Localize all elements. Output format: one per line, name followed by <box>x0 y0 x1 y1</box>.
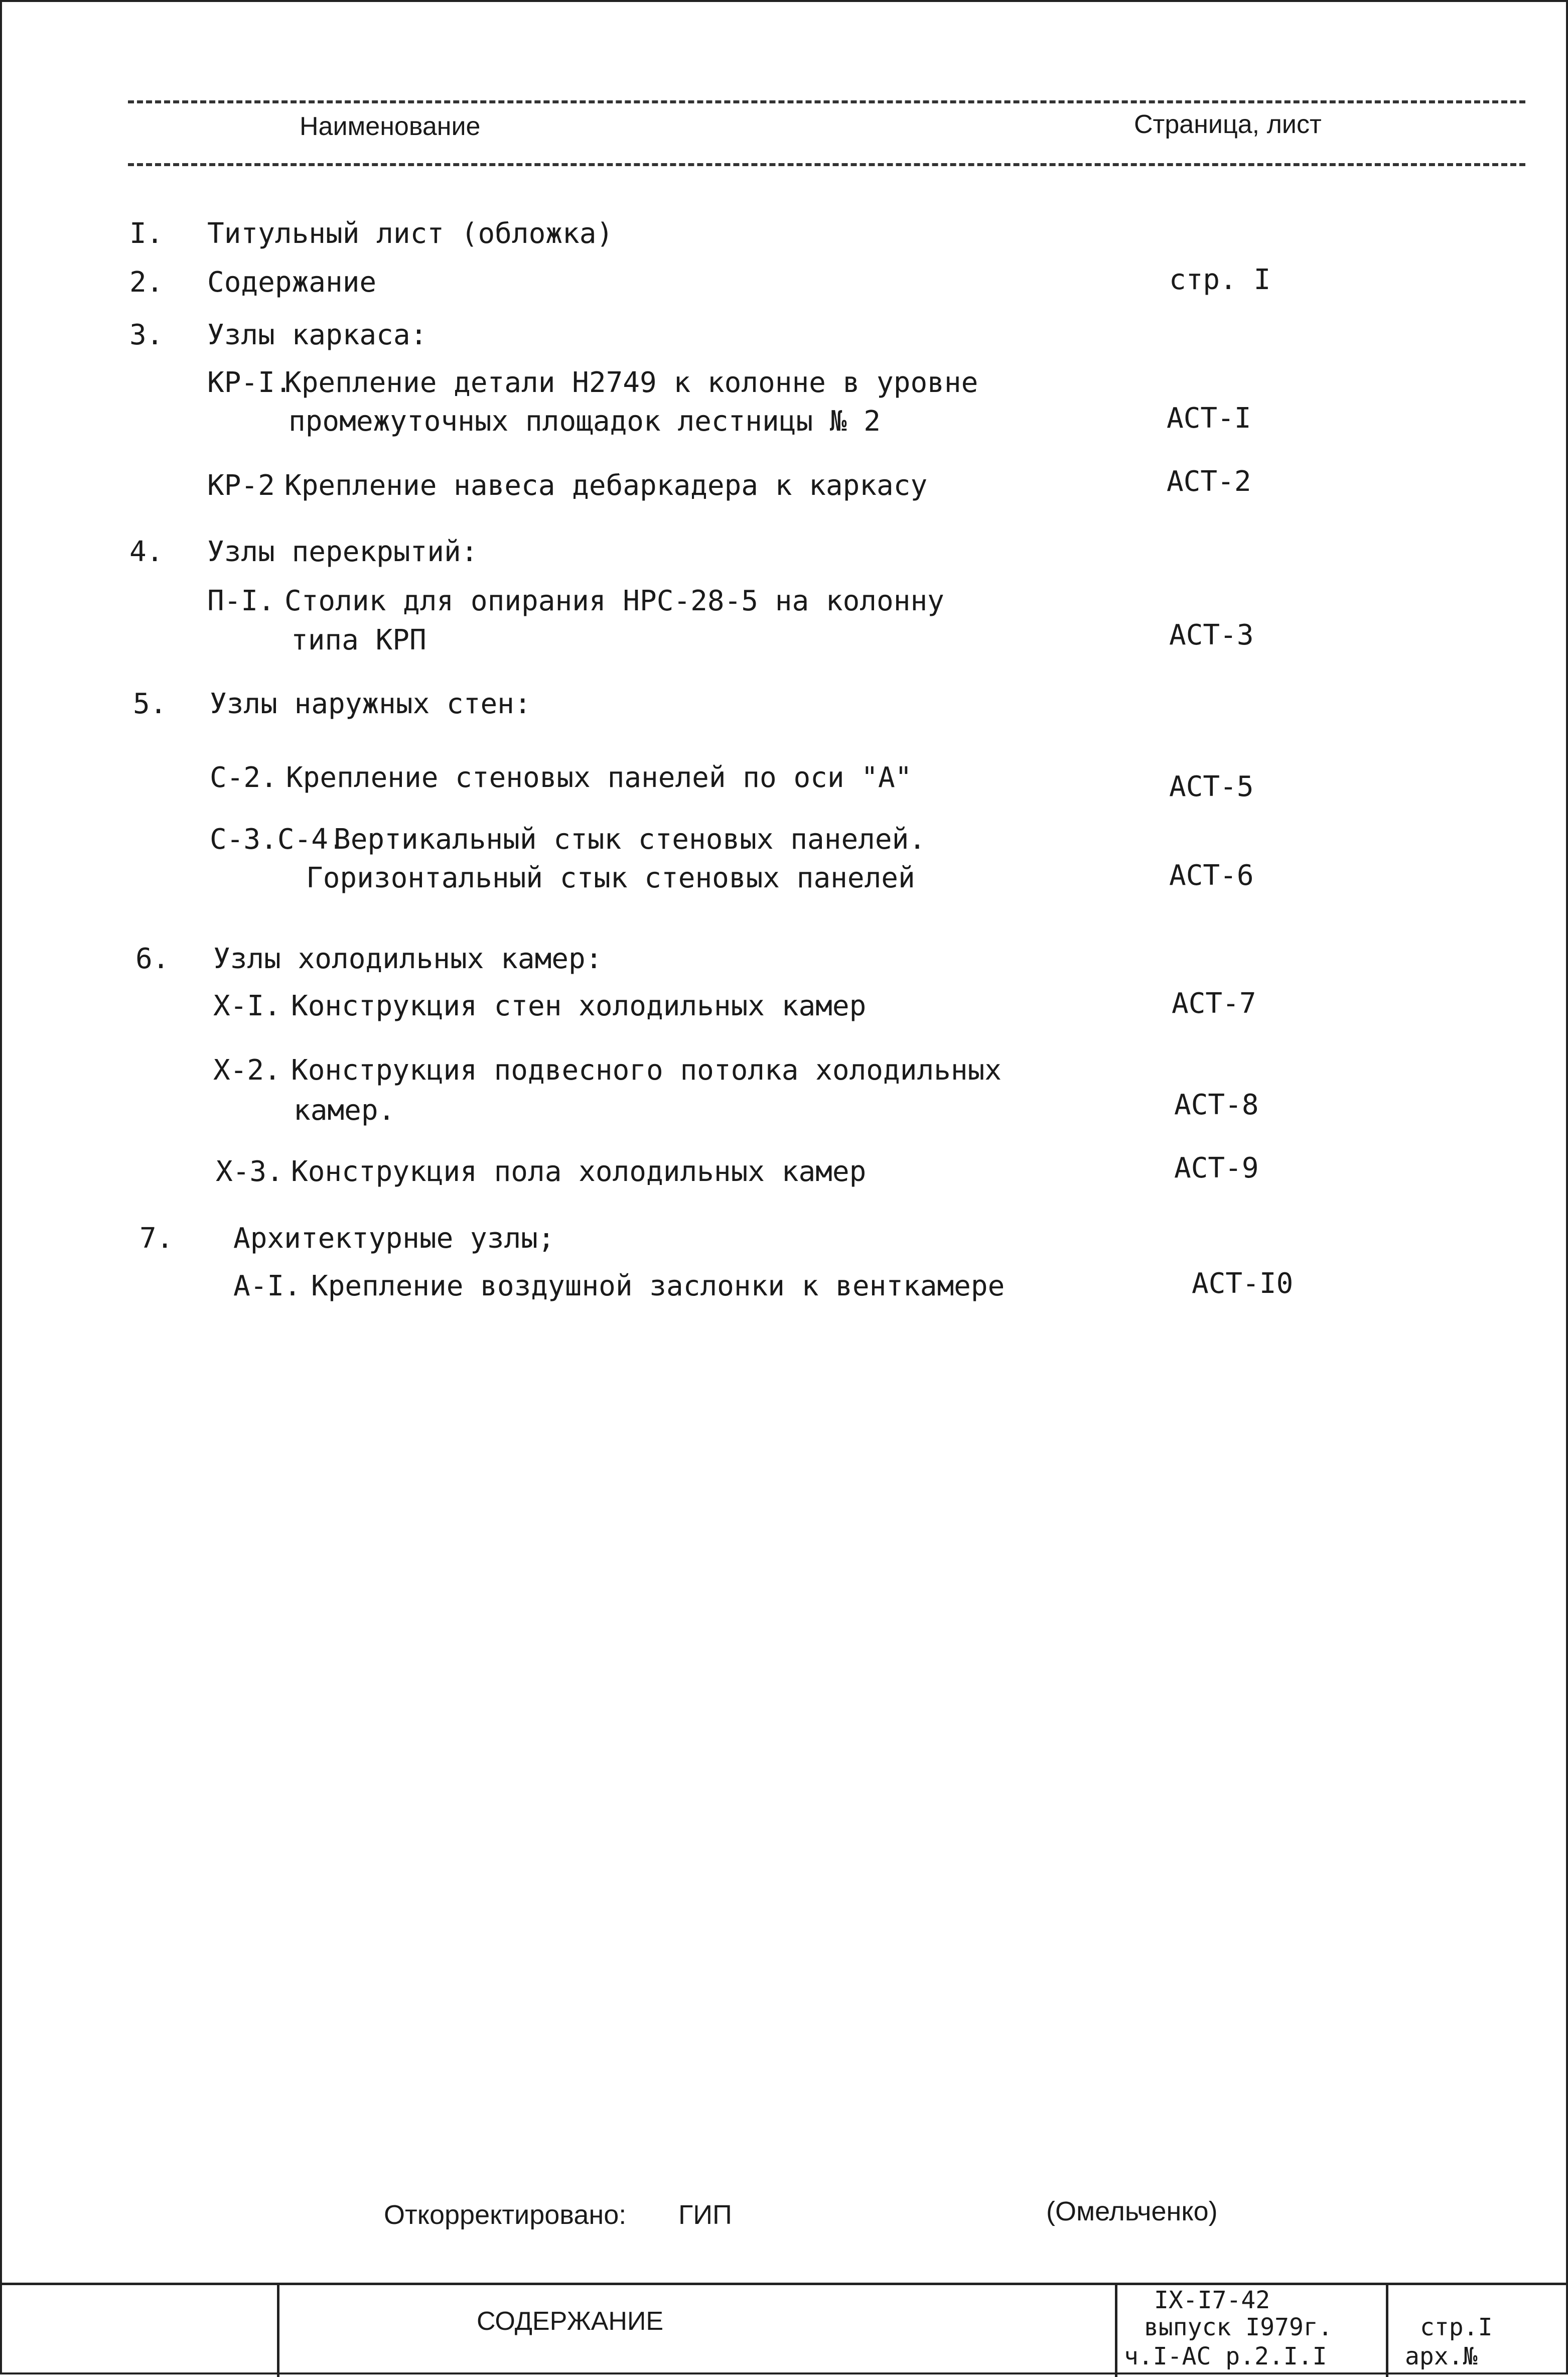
item-page-ref: АСТ-I0 <box>1192 1267 1294 1300</box>
item-title: Архитектурные узлы; <box>233 1222 555 1255</box>
item-title: Титульный лист (обложка) <box>207 217 614 250</box>
node-description-line1: Конструкция подвесного потолка холодильных <box>291 1054 1002 1087</box>
node-description-line1: Конструкция пола холодильных камер <box>291 1155 867 1188</box>
item-title: Узлы перекрытий: <box>207 536 478 568</box>
archive-number: арх.№ <box>1405 2342 1478 2370</box>
title-block <box>0 2283 1568 2377</box>
item-page-ref: АСТ-9 <box>1174 1152 1259 1184</box>
column-header-page: Страница, лист <box>1134 110 1322 139</box>
item-page-ref: АСТ-I <box>1167 402 1251 435</box>
document-title: СОДЕРЖАНИЕ <box>477 2307 664 2336</box>
page-number: стр.I <box>1420 2313 1493 2341</box>
item-number: 2. <box>129 266 164 299</box>
item-number: 6. <box>135 943 170 975</box>
title-block-divider <box>1386 2285 1388 2377</box>
item-title: Узлы каркаса: <box>207 319 427 351</box>
item-number: 3. <box>129 319 164 351</box>
node-description-line1: Крепление навеса дебаркадера к каркасу <box>284 469 928 502</box>
item-page-ref: АСТ-2 <box>1167 465 1251 498</box>
correction-person: (Омельченко) <box>1046 2196 1218 2226</box>
node-description-line2: Горизонтальный стык стеновых панелей <box>306 862 915 894</box>
node-description-line2: типа КРП <box>291 624 426 656</box>
node-description-line1: Крепление стеновых панелей по оси "А" <box>286 761 912 794</box>
title-block-divider <box>1115 2285 1117 2377</box>
title-block-divider <box>277 2285 279 2377</box>
node-code: А-I. <box>233 1270 301 1302</box>
header-bottom-rule <box>128 163 1525 166</box>
node-description-line1: Крепление детали Н2749 к колонне в уровне <box>284 366 978 399</box>
item-title: Содержание <box>207 266 377 299</box>
node-description-line2: промежуточных площадок лестницы № 2 <box>289 405 881 438</box>
node-description-line1: Конструкция стен холодильных камер <box>291 990 867 1022</box>
item-page-ref: АСТ-7 <box>1172 987 1256 1020</box>
node-code: С-2. <box>210 761 277 794</box>
node-code: П-I. <box>207 585 275 617</box>
header-top-rule <box>128 100 1525 103</box>
node-description-line2: камер. <box>294 1094 395 1127</box>
column-header-name: Наименование <box>300 112 481 141</box>
document-issue: выпуск I979г. <box>1144 2313 1333 2341</box>
document-code: IХ-I7-42 <box>1154 2286 1270 2314</box>
item-page-ref: АСТ-6 <box>1169 859 1254 892</box>
node-description-line1: Вертикальный стык стеновых панелей. <box>334 823 926 856</box>
node-description-line1: Крепление воздушной заслонки к венткамере <box>311 1270 1005 1302</box>
item-number: I. <box>129 217 164 250</box>
item-title: Узлы холодильных камер: <box>213 943 603 975</box>
node-description-line1: Столик для опирания НРС-28-5 на колонну <box>284 585 944 617</box>
node-code: КР-I. <box>207 366 292 399</box>
item-page-ref: АСТ-3 <box>1169 619 1254 651</box>
correction-role: ГИП <box>678 2200 732 2230</box>
document-section: ч.I-АС р.2.I.I <box>1124 2342 1327 2370</box>
item-number: 5. <box>133 688 167 720</box>
node-code: С-3.С-4. <box>210 823 345 856</box>
item-page-ref: АСТ-8 <box>1174 1089 1259 1121</box>
node-code: Х-3. <box>216 1155 283 1188</box>
item-number: 7. <box>139 1222 174 1255</box>
item-number: 4. <box>129 536 164 568</box>
node-code: КР-2 <box>207 469 275 502</box>
correction-label: Откорректировано: <box>384 2200 627 2230</box>
item-page-ref: АСТ-5 <box>1169 770 1254 803</box>
node-code: Х-I. <box>213 990 281 1022</box>
item-title: Узлы наружных стен: <box>210 688 531 720</box>
item-page-ref: стр. I <box>1169 263 1271 296</box>
node-code: Х-2. <box>213 1054 281 1087</box>
